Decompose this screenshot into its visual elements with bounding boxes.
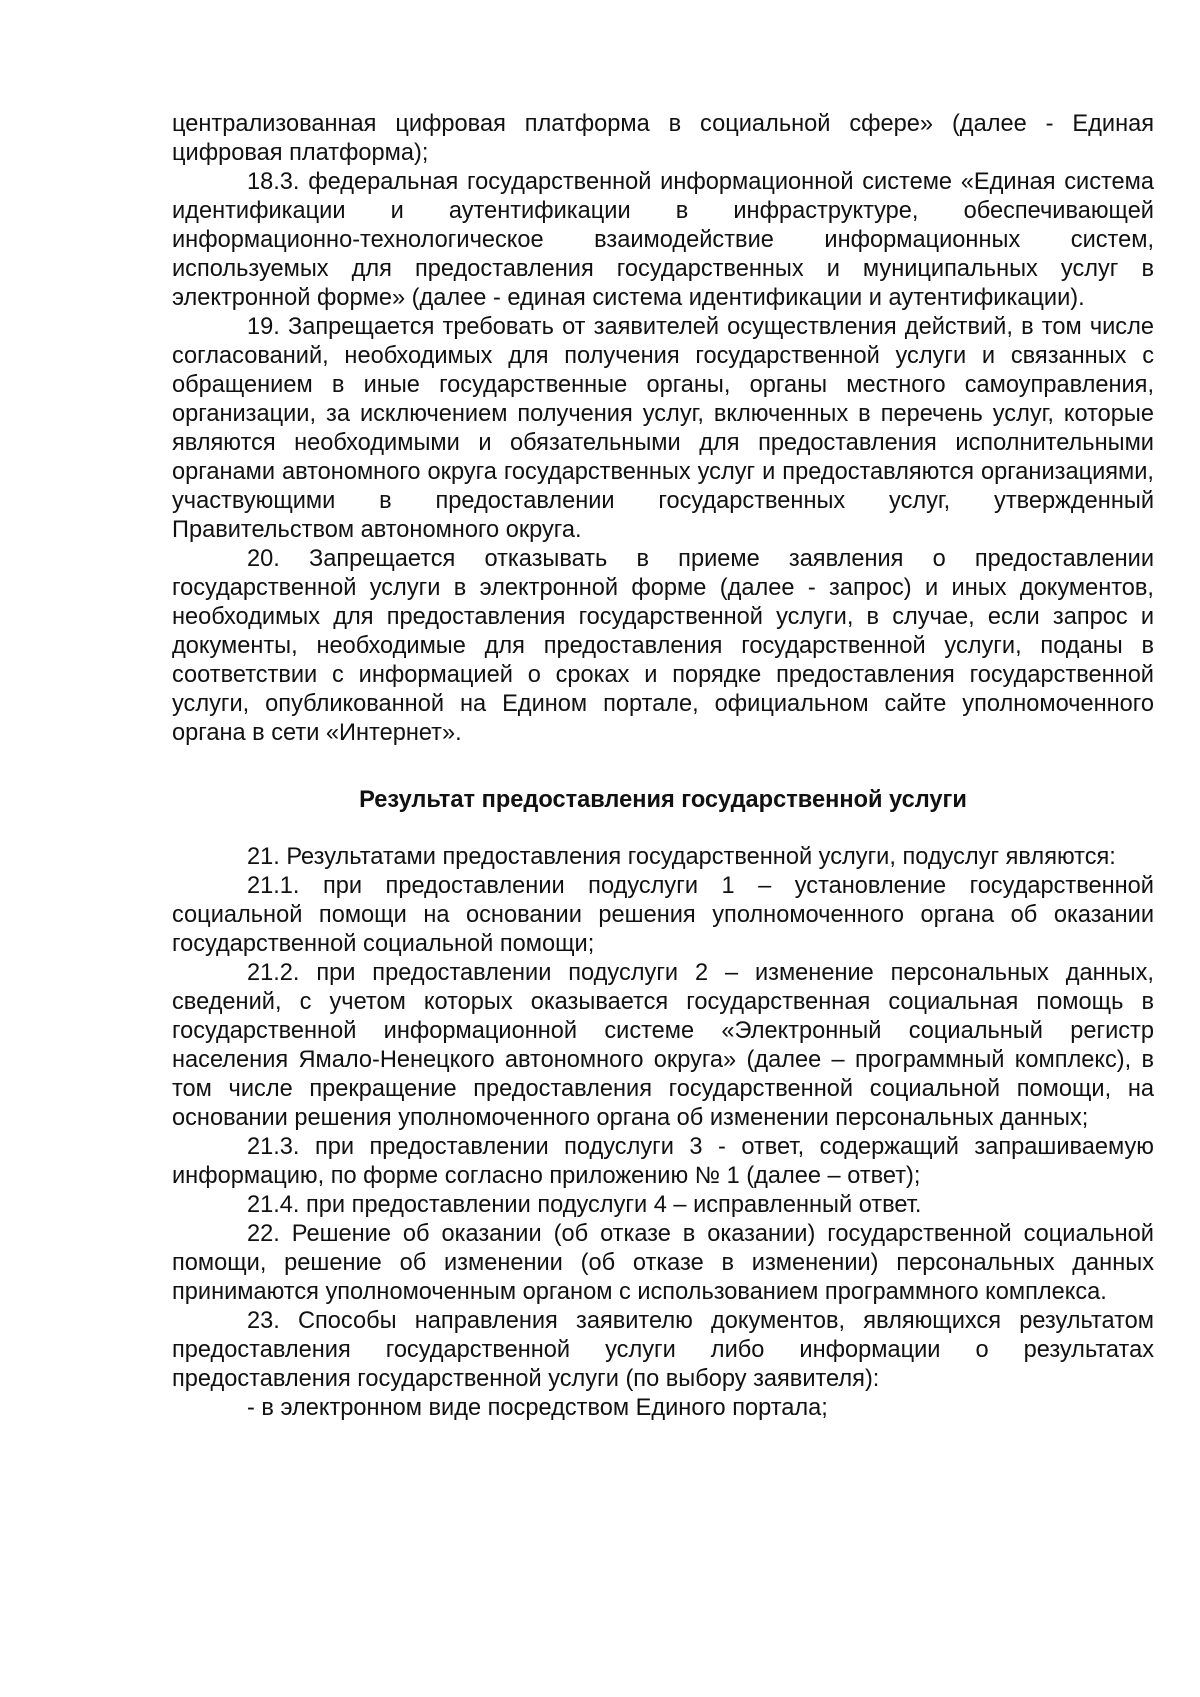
paragraph-21-4: 21.4. при предоставлении подуслуги 4 – исправленный ответ. <box>247 1192 922 1218</box>
paragraph-21: 21. Результатами предоставления государственной услуги, подуслуг являются: <box>247 844 1116 870</box>
paragraph-21-3: 21.3. при предоставлении подуслуги 3 - ответ, содержащий запрашиваемую информацию, по форме согласно приложению № 1 (далее – ответ); <box>172 1134 1154 1189</box>
document-page <box>172 110 1154 1423</box>
paragraph-23: 23. Способы направления заявителю документов, являющихся результатом предоставления государственной услуги либо информации о результатах предоставления государственной услуги (по выбору заявителя): <box>172 1308 1154 1392</box>
paragraph-20: 20. Запрещается отказывать в приеме заявления о предоставлении государственной услуги в электронной форме (далее - запрос) и иных документов, необходимых для предоставления государственной услуги, в случае, если запрос и документы, необходимые для предоставления государственной услуги, поданы в соответствии с информацией о сроках и порядке предоставления государственной услуги, опубликованной на Едином портале, официальном сайте уполномоченного органа в сети «Интернет». <box>172 546 1154 746</box>
list-item-electronic: - в электронном виде посредством Единого портала; <box>247 1395 828 1421</box>
paragraph-19: 19. Запрещается требовать от заявителей осуществления действий, в том числе согласований, необходимых для получения государственной услуги и связанных с обращением в иные государственные органы, органы местного самоуправления, организации, за исключением получения услуг, включенных в перечень услуг, которые являются необходимыми и обязательными для предоставления исполнительными органами автономного округа государственных услуг и предоставляются организациями, участвующими в предоставлении государственных услуг, утвержденный Правительством автономного округа. <box>172 314 1154 543</box>
paragraph-21-1: 21.1. при предоставлении подуслуги 1 – установление государственной социальной помощи на основании решения уполномоченного органа об оказании государственной социальной помощи; <box>172 873 1154 957</box>
paragraph-22: 22. Решение об оказании (об отказе в оказании) государственной социальной помощи, решение об изменении (об отказе в изменении) персональных данных принимаются уполномоченным органом с использованием программного комплекса. <box>172 1221 1154 1305</box>
paragraph-18-3: 18.3. федеральная государственной информационной системе «Единая система идентификации и аутентификации в инфраструктуре, обеспечивающей информационно-технологическое взаимодействие информационных систем, используемых для предоставления государственных и муниципальных услуг в электронной форме» (далее - единая система идентификации и аутентификации). <box>172 169 1154 311</box>
paragraph-21-2: 21.2. при предоставлении подуслуги 2 – изменение персональных данных, сведений, с учетом которых оказывается государственная социальная помощь в государственной информационной системе «Электронный социальный регистр населения Ямало-Ненецкого автономного округа» (далее – программный комплекс), в том числе прекращение предоставления государственной социальной помощи, на основании решения уполномоченного органа об изменении персональных данных; <box>172 960 1154 1131</box>
section-heading: Результат предоставления государственной услуги <box>359 787 967 813</box>
paragraph-platform-continuation: централизованная цифровая платформа в социальной сфере» (далее - Единая цифровая платформа); <box>172 111 1154 166</box>
